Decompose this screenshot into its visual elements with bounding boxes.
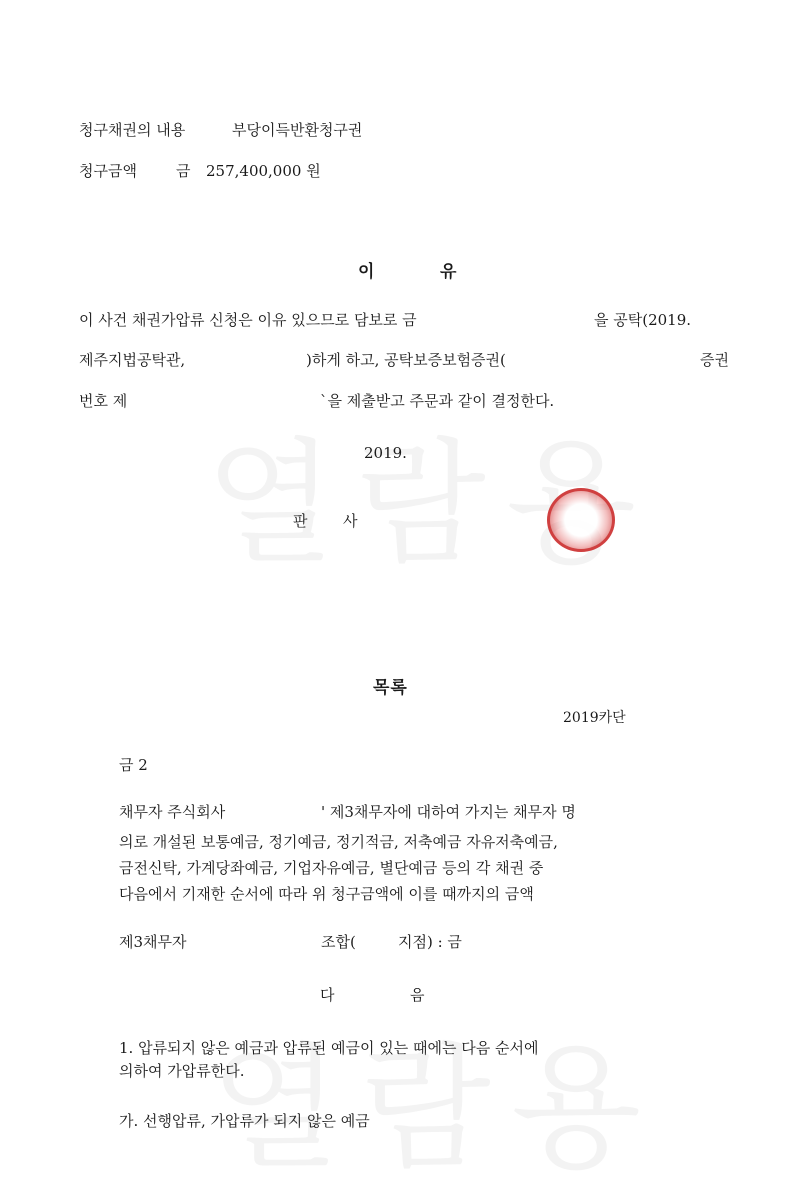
third-debtor-label: 제3채무자 (119, 933, 187, 951)
list-title: 목록 (373, 678, 408, 698)
item2-partial-line: 가. 선행압류, 가압류가 되지 않은 예금 (119, 1112, 370, 1130)
claim-content-label: 청구채권의 내용 (79, 121, 186, 139)
reason-line3-a: 번호 제 (79, 392, 128, 410)
case-number: 2019카단 (563, 710, 626, 726)
reason-line2-c: 증권 (700, 351, 729, 369)
item1-line1: 1. 압류되지 않은 예금과 압류된 예금이 있는 때에는 다음 순서에 (119, 1039, 539, 1057)
watermark-text-bottom (210, 1000, 661, 1194)
list-body-line1-a: 채무자 주식회사 (119, 803, 226, 821)
claim-amount-prefix: 금 (176, 162, 191, 180)
reason-heading-char2: 유 (440, 262, 458, 282)
judge-label-char2: 사 (343, 512, 358, 530)
reason-line1-b: 을 공탁(2019. (594, 311, 692, 329)
reason-line3-b: `을 제출받고 주문과 같이 결정한다. (320, 392, 555, 410)
claim-content-value: 부당이득반환청구권 (232, 121, 363, 139)
court-seal-stamp (547, 488, 615, 552)
third-debtor-union: 조합( (321, 933, 356, 951)
reason-heading-char1: 이 (358, 262, 376, 282)
list-body-line4: 다음에서 기재한 순서에 따라 위 청구금액에 이를 때까지의 금액 (119, 885, 534, 903)
reason-line2-a: 제주지법공탁관, (79, 351, 186, 369)
claim-amount-label: 청구금액 (79, 162, 137, 180)
list-body-line3: 금전신탁, 가계당좌예금, 기업자유예금, 별단예금 등의 각 채권 중 (119, 859, 544, 877)
item1-line2: 의하여 가압류한다. (119, 1062, 245, 1080)
list-body-line2: 의로 개설된 보통예금, 정기예금, 정기적금, 저축예금 자유저축예금, (119, 833, 558, 851)
claim-amount-value: 257,400,000 원 (206, 162, 321, 180)
third-debtor-branch: 지점) : 금 (398, 933, 462, 951)
list-amount-line: 금 2 (119, 756, 148, 774)
judge-label-char1: 판 (293, 512, 308, 530)
list-body-line1-b: ' 제3채무자에 대하여 가지는 채무자 명 (321, 803, 576, 821)
next-heading-char2: 음 (410, 986, 425, 1004)
reason-line1-a: 이 사건 채권가압류 신청은 이유 있으므로 담보로 금 (79, 311, 417, 329)
decision-date: 2019. (364, 444, 407, 462)
next-heading-char1: 다 (320, 986, 335, 1004)
reason-line2-b: )하게 하고, 공탁보증보험증권( (306, 351, 506, 369)
